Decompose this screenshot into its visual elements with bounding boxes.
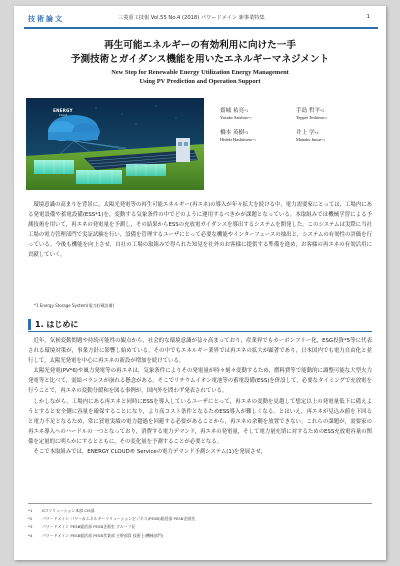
author xyxy=(296,106,370,120)
footnote-text: パワードメイン PESB総括部 PESB企画室 グループ長 xyxy=(42,524,136,530)
logo-sub: Cloud xyxy=(58,113,68,117)
section-title-text: はじめに xyxy=(46,320,79,329)
author-name-en: Yusuke Saishiro xyxy=(220,115,249,120)
section-number: 1. xyxy=(35,320,44,329)
page-header xyxy=(14,6,386,32)
author-name-jp: 井上 学 xyxy=(296,130,315,136)
body-paragraph: そこで本取組みでは，ENERGY CLOUD® Serviceの電力デマンド予測システム(1)を発展させ， xyxy=(33,449,267,456)
footnote-text: パワードメイン PESB総括部 PESB営業部 主幹部員 技術士(機械部門) xyxy=(42,532,164,538)
footnote xyxy=(28,507,372,515)
footnote-mark: *2 xyxy=(28,516,33,522)
footnote-mark: *3 xyxy=(28,524,33,530)
footnote-mark: *1 xyxy=(28,508,33,513)
title-jp-line2: 予測技術とガイダンス機能を用いたエネルギーマネジメント xyxy=(70,54,330,65)
energy-cloud-logo xyxy=(48,108,78,117)
author-name-en: Hideki Hashimoto xyxy=(220,137,253,142)
author-mark-en: *4 xyxy=(321,138,325,142)
abstract-text: 環境意識の高まりを背景に，太陽光発電等の再生可能エネルギー(再エネ)の導入が年々拡大を続ける中，電力需要家にとっては，工場内にある発電設備や蓄電設備(ESS*1)を，変動する気象条件の中でどのように運用するべきかが課題となっている。本取組みでは機械学習による予測技術を用いて，再エネの発電量を予測し，その結果からESSの充放電ガイダンスを導出するシステムを開発した。このシステムは実際に当社工場の電力管理部門で実証試験を行い，設備を管理するユーザにとって必要な機能やインターフェースの抽出と，システムの有効性の評価を行っている。今後も機能を向上させ，自社の工場の取組みで得られた知見を社外のお客様に提供する準備を進め，お客様の再エネの有効活用に貢献していく。 xyxy=(28,202,372,259)
energy-cloud-photo xyxy=(26,98,204,190)
title-en-line2: Using PV Prediction and Operation Support xyxy=(139,78,261,85)
author-mark-en: *3 xyxy=(252,138,256,142)
header-rule xyxy=(24,27,378,29)
abstract xyxy=(28,200,372,261)
author-mark-en: *2 xyxy=(323,116,328,120)
article-page xyxy=(14,6,386,560)
footnote-text: ICTソリューション本部 CIS部 xyxy=(42,508,95,513)
author xyxy=(220,128,294,142)
title-jp-line1: 再生可能エネルギーの有効利用に向けた一手 xyxy=(104,40,296,51)
author-name-jp: 齋城 祐亮 xyxy=(220,108,245,114)
footnote-text: パワードメイン パワー＆エネルギーソリューションビジネス(PESB)総括部 PESB企画室 xyxy=(42,516,196,522)
body-paragraph: 太陽光発電(PV*6)や風力発電等の再エネは，気象条件によりその発電量が時々刻々変動するため，燃料費等で能動的に調整可能な大型火力発電等と比べて，需給バランスが崩れる懸念がある。そこでリチウムイオン電池等の蓄電設備(ESS)を併設して，必要なタイミングで充放電を行うことで，再エネの変動分緩和を図る事例が，国内外を問わず発表されている。 xyxy=(28,368,372,395)
author-mark: *3 xyxy=(244,131,249,135)
abstract-footnote: *1 Energy Storage System(電力貯蔵設備) xyxy=(34,303,115,308)
journal-info: 三菱重工技報 Vol.55 No.4 (2018) パワードメイン 新事業特集 xyxy=(118,15,265,21)
footnotes xyxy=(28,503,372,540)
author-name-jp: 手島 哲平 xyxy=(296,108,321,114)
author xyxy=(296,128,370,142)
author-mark: *2 xyxy=(320,109,325,113)
body-paragraph: 近年，気候変動問題や持続可能性の観点から，社会的な環境意識が益々高まっており，産業界でもカーボンフリー化，ESG投資*5等に代表される環境対策が，事業方針に影響し始めている。その中でもエネルギー業界では再エネの拡大が顕著であり，日本国内でも電力自由化と並行して，太陽光発電を中心に再エネの新設が増加を続けている。 xyxy=(28,338,372,365)
footnote xyxy=(28,532,372,540)
body-paragraph: しかしながら，工場内にある再エネと同時にESSを導入しているユーザにとって，再エネの変動を見越して想定以上の発電量低下に備えようとすると安全側に容量を確保することになり，より高コスト条件となるためESS導入が難しくなる。とはいえ，再エネが見込み値を下回ると電力不足となるため，常に買電実績の電力超過を回避する必要があることから，再エネの余剰を放置できない。これらの課題が，需要家の再エネ導入へのハードルの一つとなっており，消費する電力デマンド，再エネの発電量，そして電力量充填に対するためのESS充放電容量の関係を定量的に明らかにするとともに，その変化量を予測することが必要となる。 xyxy=(28,398,372,445)
author-mark: *1 xyxy=(244,109,249,113)
author-mark: *4 xyxy=(314,131,319,135)
title-en-line1: New Step for Renewable Energy Utilization Energy Management xyxy=(111,69,289,76)
section-heading xyxy=(28,318,372,332)
author-name-en: Manabu Inoue xyxy=(296,137,322,142)
logo-word: ENERGY xyxy=(53,108,73,113)
body-text xyxy=(28,336,372,457)
footnote xyxy=(28,523,372,531)
author-name-jp: 橋本 英樹 xyxy=(220,130,245,136)
author xyxy=(220,106,294,120)
section-label: 技術論文 xyxy=(28,15,64,23)
section-bar xyxy=(28,319,31,330)
page-number: 1 xyxy=(366,14,370,20)
footnote xyxy=(28,515,372,523)
author-mark-en: *1 xyxy=(248,116,252,120)
footnote-mark: *4 xyxy=(28,532,33,538)
section-title xyxy=(35,319,78,330)
author-name-en: Teppei Teshima xyxy=(296,115,324,120)
